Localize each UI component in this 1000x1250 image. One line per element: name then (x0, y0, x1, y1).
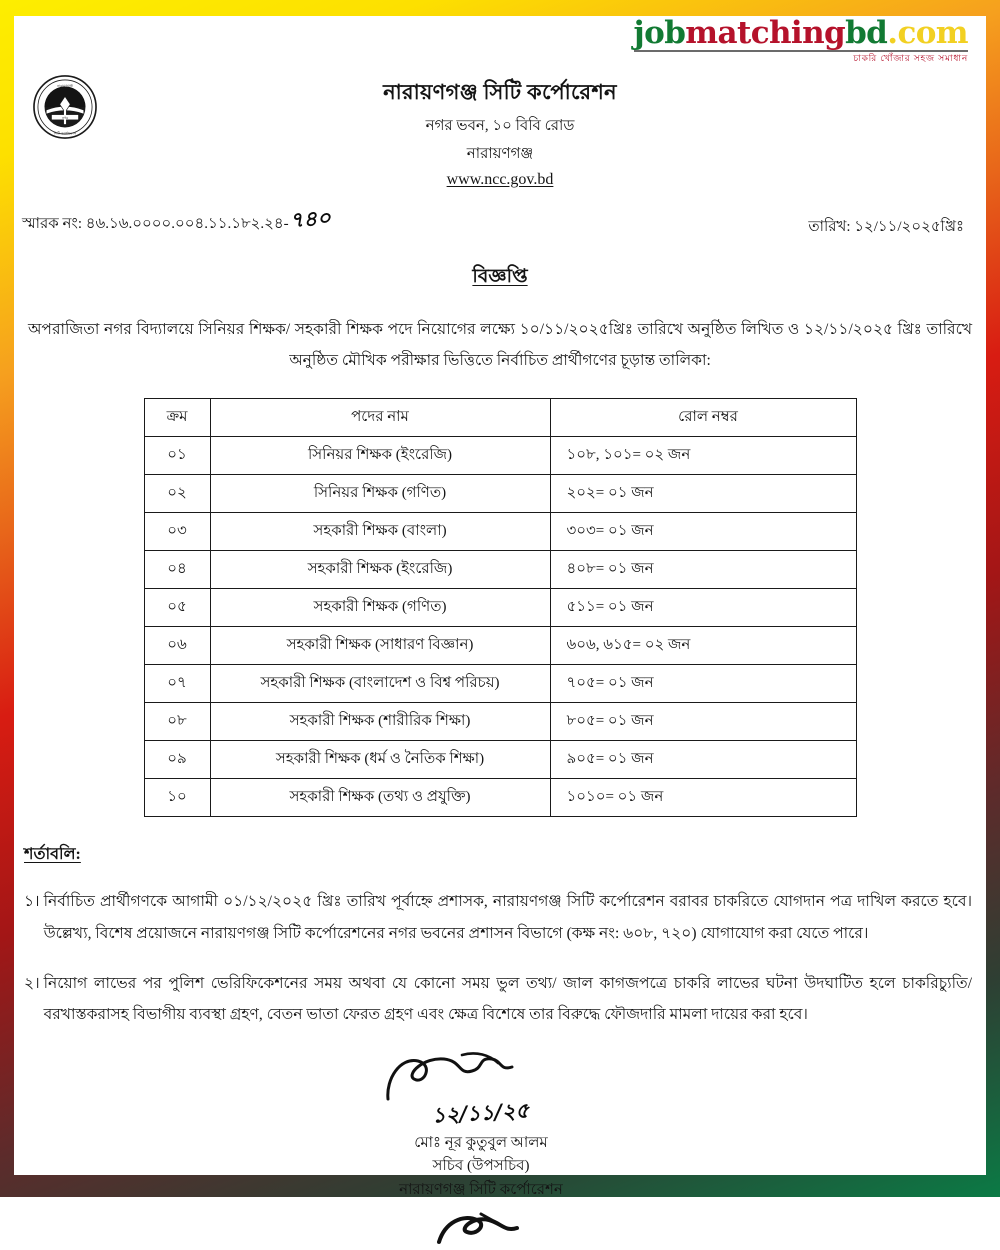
notice-title (14, 262, 986, 294)
table-row (144, 741, 856, 779)
cell-serial: ০২ (144, 475, 210, 513)
column-header-roll: রোল নম্বর (550, 399, 856, 437)
selected-candidates-table (144, 398, 857, 817)
table-header-row (144, 399, 856, 437)
cell-post: সহকারী শিক্ষক (সাধারণ বিজ্ঞান) (210, 627, 550, 665)
column-header-post: পদের নাম (210, 399, 550, 437)
office-website-link[interactable]: www.ncc.gov.bd (446, 171, 554, 188)
cell-serial: ১০ (144, 779, 210, 817)
cell-serial: ০৪ (144, 551, 210, 589)
condition-text: নিয়োগ লাভের পর পুলিশ ভেরিফিকেশনের সময় অথবা যে কোনো সময় ভুল তথ্য/ জাল কাগজপত্রে চাকরি লাভের ঘটনা উদঘাটিত হলে চাকরিচ্যুতি/ বরখাস্তকরাসহ বিভাগীয় ব্যবস্থা গ্রহণ, বেতন ভাতা ফেরত গ্রহণ এবং ক্ষেত্র বিশেষে তার বিরুদ্ধে ফৌজদারি মামলা দায়ের করা হবে। (43, 974, 972, 1024)
table-row (144, 513, 856, 551)
office-name: নারায়ণগঞ্জ সিটি কর্পোরেশন (383, 80, 617, 104)
conditions-heading (24, 841, 986, 868)
cell-roll: ২০২= ০১ জন (550, 475, 856, 513)
document-page (14, 15, 986, 1198)
cell-roll: ৩০৩= ০১ জন (550, 513, 856, 551)
cell-roll: ৯০৫= ০১ জন (550, 741, 856, 779)
brand-segment-com: .com (887, 15, 968, 51)
table-row (144, 627, 856, 665)
memo-number (22, 205, 331, 240)
office-city: নারায়ণগঞ্জ (466, 146, 534, 162)
cell-serial: ০৭ (144, 665, 210, 703)
cell-roll: ৬০৬, ৬১৫= ০২ জন (550, 627, 856, 665)
svg-text:সিটি কর্পোরেশন: সিটি কর্পোরেশন (53, 131, 77, 136)
signature-block (14, 1049, 986, 1250)
conditions-heading-text: শর্তাবলি: (24, 846, 81, 863)
cell-roll: ১০১০= ০১ জন (550, 779, 856, 817)
cell-post: সহকারী শিক্ষক (বাংলাদেশ ও বিশ্ব পরিচয়) (210, 665, 550, 703)
condition-number: ২। (24, 974, 40, 992)
cell-post: সিনিয়র শিক্ষক (গণিত) (210, 475, 550, 513)
table-row (144, 475, 856, 513)
column-header-serial: ক্রম (144, 399, 210, 437)
cell-roll: ৮০৫= ০১ জন (550, 703, 856, 741)
cell-roll: ৪০৮= ০১ জন (550, 551, 856, 589)
cell-post: সহকারী শিক্ষক (তথ্য ও প্রযুক্তি) (210, 779, 550, 817)
notice-title-text: বিজ্ঞপ্তি (472, 266, 528, 287)
cell-serial: ০৯ (144, 741, 210, 779)
memo-handwritten-serial: ৭৪০ (288, 204, 332, 233)
cell-roll: ৭০৫= ০১ জন (550, 665, 856, 703)
notice-intro-paragraph: অপরাজিতা নগর বিদ্যালয়ে সিনিয়র শিক্ষক/ সহকারী শিক্ষক পদে নিয়োগের লক্ষ্যে ১০/১১/২০২৫খ্রিঃ তারিখে অনুষ্ঠিত লিখিত ও ১২/১১/২০২৫ খ্রিঃ তারিখে অনুষ্ঠিত মৌখিক পরীক্ষার ভিত্তিতে নির্বাচিত প্রার্থীগণের চূড়ান্ত তালিকা: (28, 321, 972, 369)
table-row (144, 437, 856, 475)
letterhead (14, 16, 986, 189)
svg-text:নগর: নগর (62, 115, 68, 120)
office-address: নগর ভবন, ১০ বিবি রোড (425, 118, 575, 134)
table-row (144, 703, 856, 741)
condition-item (24, 968, 972, 1032)
svg-text:নারায়ণগঞ্জ: নারায়ণগঞ্জ (56, 84, 74, 89)
memo-row (14, 205, 986, 240)
cell-post: সহকারী শিক্ষক (শারীরিক শিক্ষা) (210, 703, 550, 741)
table-row (144, 589, 856, 627)
table-row (144, 779, 856, 817)
memo-date: তারিখ: ১২/১১/২০২৫খ্রিঃ (808, 219, 964, 235)
secondary-initial-mark (14, 1208, 948, 1250)
memo-number-label: স্মারক নং: ৪৬.১৬.০০০০.০০৪.১১.১৮২.২৪- (22, 216, 289, 232)
cell-roll: ৫১১= ০১ জন (550, 589, 856, 627)
signatory-designation: সচিব (উপসচিব) (432, 1158, 530, 1175)
signature-handwritten-date: ১২/১১/২৫ (431, 1097, 531, 1128)
signatory-organization: নারায়ণগঞ্জ সিটি কর্পোরেশন (399, 1181, 563, 1198)
condition-text: নির্বাচিত প্রার্থীগণকে আগামী ০১/১২/২০২৫ খ্রিঃ তারিখ পূর্বাহ্নে প্রশাসক, নারায়ণগঞ্জ সিটি কর্পোরেশন বরাবর চাকরিতে যোগদান পত্র দাখিল করতে হবে। উল্লেখ্য, বিশেষ প্রয়োজনে নারায়ণগঞ্জ সিটি কর্পোরেশনের নগর ভবনের প্রশাসন বিভাগে (কক্ষ নং: ৬০৮, ৭২০) যোগাযোগ করা যেতে পারে। (43, 893, 972, 942)
cell-serial: ০৩ (144, 513, 210, 551)
brand-segment-bd: bd (845, 15, 888, 51)
cell-serial: ০৬ (144, 627, 210, 665)
table-row (144, 551, 856, 589)
cell-serial: ০৮ (144, 703, 210, 741)
condition-number: ১। (24, 893, 40, 910)
cell-roll: ১০৮, ১০১= ০২ জন (550, 437, 856, 475)
conditions-list (14, 886, 986, 1031)
city-corporation-seal-icon (32, 74, 98, 140)
table-row (144, 665, 856, 703)
cell-post: সিনিয়র শিক্ষক (ইংরেজি) (210, 437, 550, 475)
cell-post: সহকারী শিক্ষক (বাংলা) (210, 513, 550, 551)
brand-tagline: চাকরি খোঁজার সহজ সমাধান (853, 53, 968, 63)
cell-post: সহকারী শিক্ষক (ধর্ম ও নৈতিক শিক্ষা) (210, 741, 550, 779)
brand-segment-matching: matching (685, 15, 846, 51)
cell-serial: ০৫ (144, 589, 210, 627)
brand-segment-job: job (633, 15, 686, 51)
cell-post: সহকারী শিক্ষক (গণিত) (210, 589, 550, 627)
condition-item (24, 886, 972, 950)
signatory-name: মোঃ নূর কুতুবুল আলম (414, 1135, 548, 1152)
cell-post: সহকারী শিক্ষক (ইংরেজি) (210, 551, 550, 589)
cell-serial: ০১ (144, 437, 210, 475)
